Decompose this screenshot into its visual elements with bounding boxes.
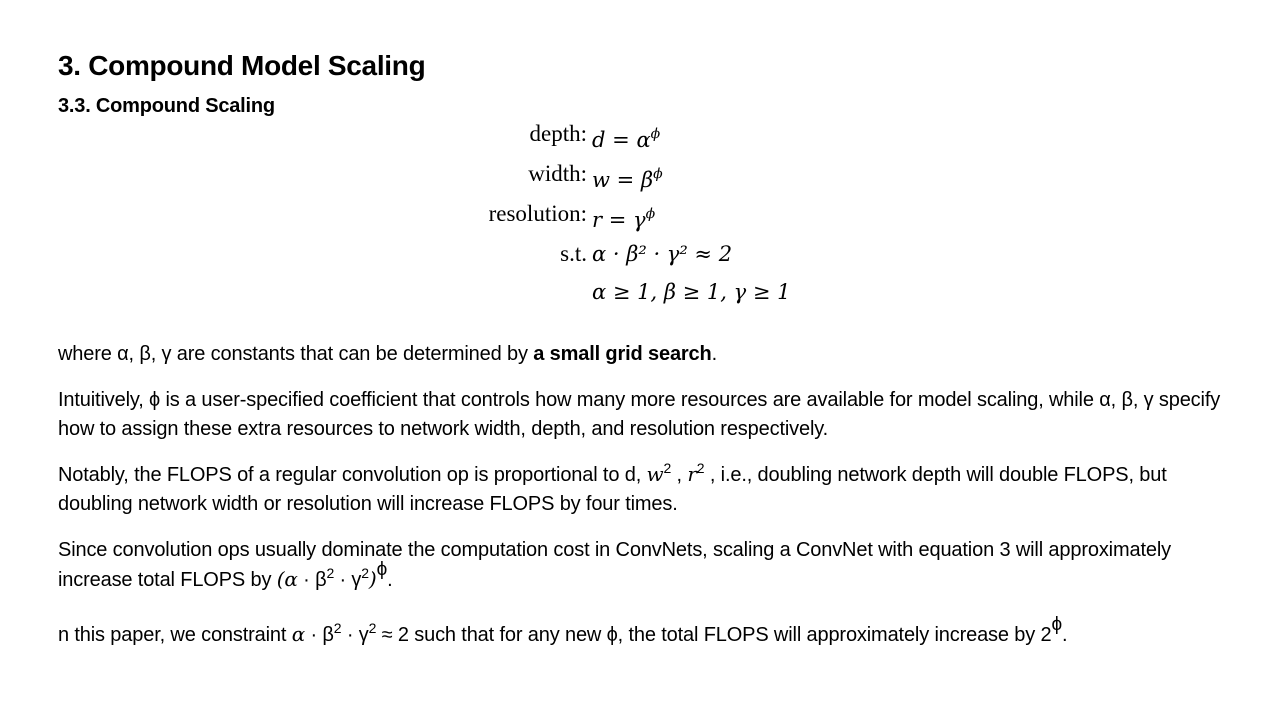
paragraph-constants: where α, β, γ are constants that can be determined by a small grid search. [58, 343, 718, 365]
equation-expression: $d = \alpha^\phi$ [592, 126, 661, 152]
equation-bounds [0, 272, 1280, 312]
equation-label: width: [528, 161, 587, 186]
paragraph-total-flops: Since convolution ops usually dominate the computation cost in ConvNets, scaling a ConvNet with equation 3 will approximately increase total FLOPS by $(\alpha \cdot \beta^2 \cdot \gamma^2)\phi$. [58, 539, 1171, 591]
section-subtitle: 3.3. Compound Scaling [58, 95, 275, 117]
equation-label: depth: [529, 121, 587, 146]
equation-expression: α ≥ 1, β ≥ 1, γ ≥ 1 [592, 280, 791, 304]
equation-constraint [0, 234, 1280, 274]
bold-phrase: a small grid search [533, 343, 712, 365]
equation-expression: $r = \gamma^\phi$ [592, 206, 656, 232]
slide-title: 3. Compound Model Scaling [58, 50, 426, 81]
equation-depth [0, 114, 1280, 154]
equation-expression: $w = \beta^\phi$ [592, 166, 663, 192]
paragraph-constraint: n this paper, we constraint $\alpha \cdot \beta^2 \cdot \gamma^2 \approx 2$ such that for any new ϕ, the total FLOPS will approximately increase by 2ϕ. [58, 614, 1068, 646]
equation-expression: α · β² · γ² ≈ 2 [592, 242, 733, 266]
paragraph-intuition: Intuitively, ϕ is a user-specified coefficient that controls how many more resources are available for model scaling, while α, β, γ specify how to assign these extra resources to network width, depth, and resolution respectively. [58, 389, 1221, 440]
equation-resolution [0, 194, 1280, 234]
equation-width [0, 154, 1280, 194]
equation-label: s.t. [560, 241, 587, 266]
equation-label: resolution: [488, 201, 587, 226]
paragraph-flops: Notably, the FLOPS of a regular convolution op is proportional to d, $w^2$ , $r^2$ , i.e., doubling network depth will double FLOPS, but doubling network width or resolution will increase FLOPS by four times. [58, 460, 1167, 515]
